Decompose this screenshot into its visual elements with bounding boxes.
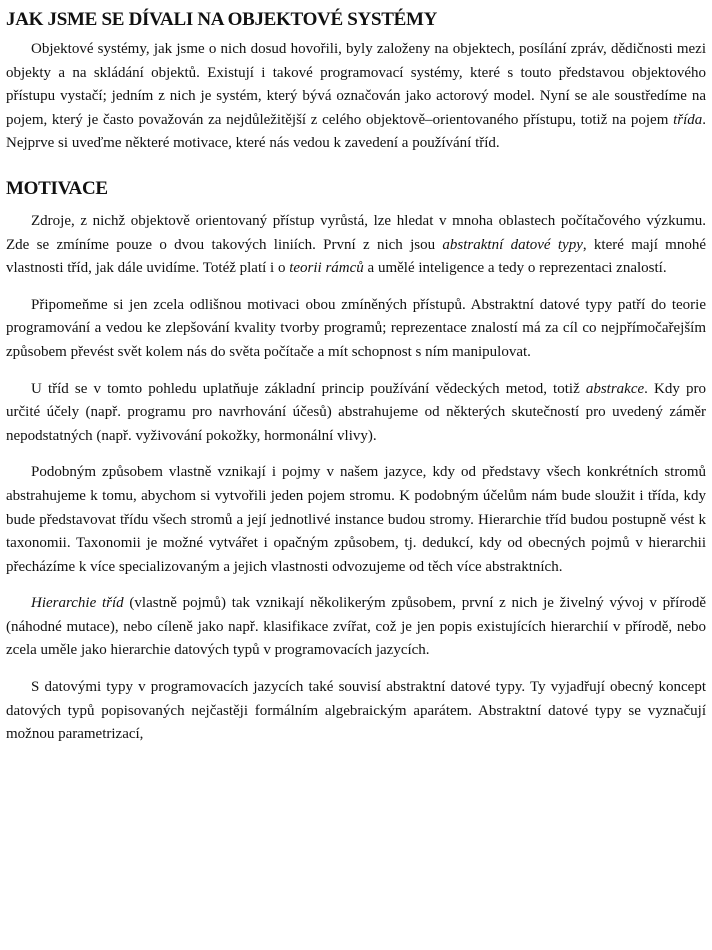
text-run: Zdroje, z nichž objektově orientovaný přístup vyrůstá, lze hledat v mnoha oblastech počítačového výzkumu. Zde se zmíníme pouze o dvou takových liniích. První z nich jsou — [6, 212, 706, 253]
text-run: . Kdy pro určité účely (např. programu pro navrhování účesů) abstrahujeme od některých skutečností pro uvedený záměr nepodstatných (např. vyživování pokožky, hormonální vlivy). — [6, 380, 706, 444]
section-heading-objektove-systemy: JAK JSME SE DÍVALI NA OBJEKTOVÉ SYSTÉMY — [6, 9, 438, 30]
emphasis-abstrakce: abstrakce — [585, 380, 645, 397]
intro-paragraph — [6, 38, 706, 156]
motivace-paragraph-3 — [6, 378, 706, 449]
emphasis-abstraktni-datove-typy: abstraktní datové typy — [442, 236, 583, 253]
text-run: U tříd se v tomto pohledu uplatňuje základní princip používání vědeckých metod, totiž — [31, 380, 586, 397]
motivace-paragraph-4: Podobným způsobem vlastně vznikají i pojmy v našem jazyce, kdy od představy všech konkrétních stromů abstrahujeme k tomu, abychom si vytvořili jeden pojem stromu. K podobným účelům nám bude sloužit i třída, kdy bude představovat třídu všech stromů a její jednotlivé instance budou stromy. Hierarchie tříd budou postupně vést k taxonomii. Taxonomii je možné vytvářet i opačným způsobem, tj. dedukcí, kdy od obecných pojmů v hierarchii přecházíme k více specializovaným a jejich vlastnosti odvozujeme od těch více abstraktních. — [6, 464, 706, 575]
emphasis-teorii-ramcu: teorii rámců — [289, 260, 364, 277]
text-run: , které mají mnohé vlastnosti tříd, jak dále uvidíme. Totéž platí i o — [6, 236, 707, 277]
section-heading-motivace: MOTIVACE — [6, 177, 108, 199]
emphasis-hierarchie-trid: Hierarchie tříd — [31, 595, 124, 612]
motivace-paragraph-2: Připomeňme si jen zcela odlišnou motivaci obou zmíněných přístupů. Abstraktní datové typy patří do teorie programování a vedou ke zlepšování kvality tvorby programů; reprezentace znalostí má za cíl co nejpřímočařejším způsobem převést svět kolem nás do světa počítače a mít schopnost s ním manipulovat. — [6, 296, 706, 360]
motivace-paragraph-6: S datovými typy v programovacích jazycích také souvisí abstraktní datové typy. Ty vyjadřují obecný koncept datových typů popisovaných nejčastěji formálním algebraickým aparátem. Abstraktní datové typy se vyznačují možnou parametrizací, — [6, 679, 706, 743]
text-run: a umělé inteligence a tedy o reprezentaci znalostí. — [363, 260, 667, 277]
motivace-paragraph-1 — [6, 210, 706, 281]
motivace-paragraph-5 — [6, 592, 706, 663]
text-run: (vlastně pojmů) tak vznikají několikerým způsobem, první z nich je živelný vývoj v přírodě (náhodné mutace), nebo cíleně jako např. klasifikace zvířat, což je jen popis existujících hierarchií v přírodě, nebo zcela uměle jako hierarchie datových typů v programovacích jazycích. — [6, 595, 706, 659]
text-run: . Nejprve si uveďme některé motivace, které nás vedou k zavedení a používání tříd. — [6, 111, 706, 152]
text-run: Objektové systémy, jak jsme o nich dosud hovořili, byly založeny na objektech, posílání zpráv, dědičnosti mezi objekty a na skládání objektů. Existují i takové programovací systémy, které s touto představou objektového přístupu vystačí; jedním z nich je systém, který bývá označován jako actorový model. Nyní se ale soustředíme na pojem, který je často považován za nejdůležitější z celého objektově–orientovaného přístupu, totiž na pojem — [6, 41, 706, 128]
emphasis-trida: třída — [673, 111, 703, 128]
